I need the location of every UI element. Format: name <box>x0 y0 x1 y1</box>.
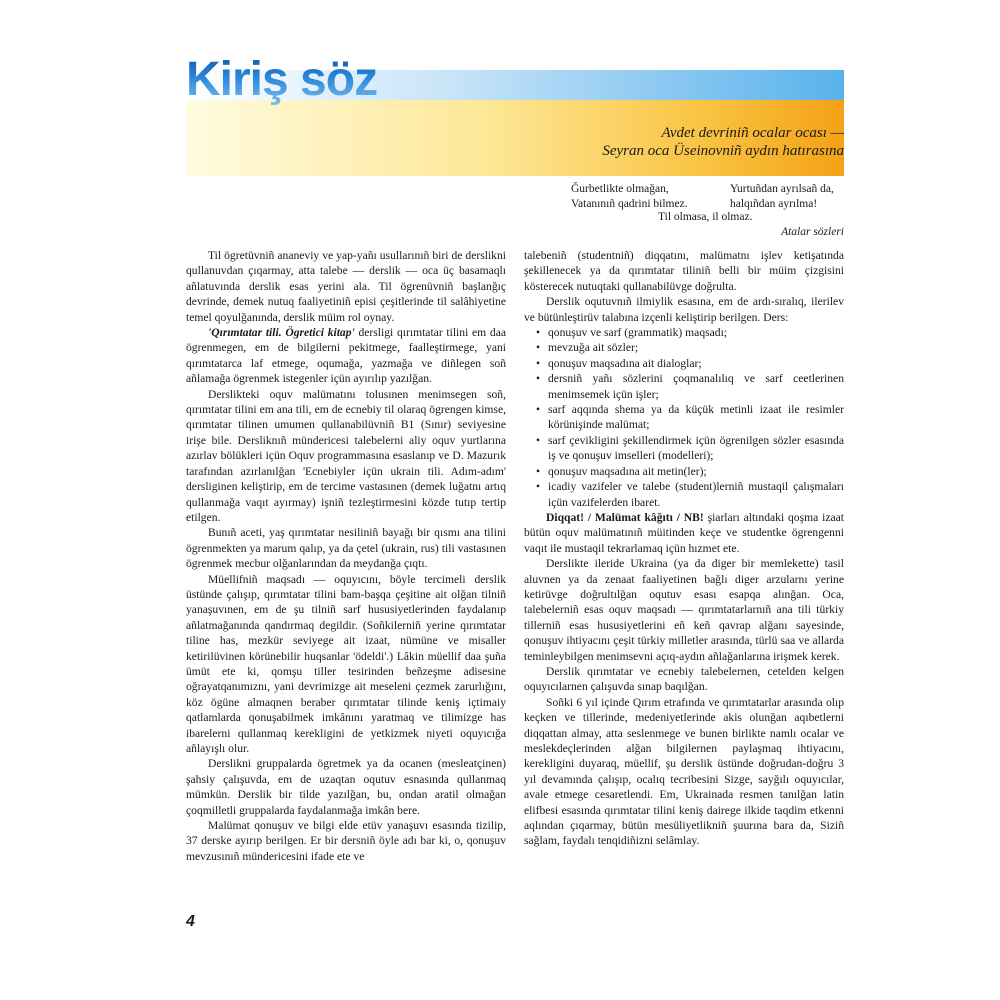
paragraph: Malümat qonuşuv ve bilgi elde etüv yanaşuvı esasında tizilip, 37 derske ayırıp berilgen. Er bir dersniñ öyle adı bar ki, o, qonuşuv mevzusınıñ mündericesini ifade ete ve <box>186 819 506 863</box>
list-item: • qonuşuv maqsadına ait metin(ler); <box>536 464 844 479</box>
list-item: • dersniñ yañı sözlerini çoqmanalılıq ve sarf ceetlerinen menimsemek içün işler; <box>536 371 844 402</box>
proverb-right <box>730 182 834 212</box>
paragraph: Derslikni gruppalarda ögretmek ya da ocanen (mesleatçinen) şahsiy çalışuvda, em de uzaqtan oqutuv esnasında qullanmaq mümkün. Derslik bir tilde yazılğan, bu, ondan aratil olmağan çoqmilletli gruppalarda faydalanmağa imkân bere. <box>186 757 506 817</box>
dedication <box>602 124 844 160</box>
note-labels: Diqqat! / Malümat kâğıtı / NB! <box>546 510 704 524</box>
proverb-source: Atalar sözleri <box>781 226 844 238</box>
proverb-line: Ğurbetlikte olmağan, <box>571 183 669 195</box>
paragraph: Til ögretüvniñ ananeviy ve yap-yañı usullarınıñ biri de derslikni qullanuvdan çıqarmay, atta talebe — derslik — oca üç basamaqlı añlatuvında derslik esas yerini ala. Til ögrenüvniñ başlanğıç devrinde, demek nutuq faaliyetiniñ episi çeşitlerinde til salâhiyetine temel qoyulğanında, derslik müim rol oynay. <box>186 249 506 324</box>
proverb-left <box>571 182 688 212</box>
list-item: • qonuşuv ve sarf (grammatik) maqsadı; <box>536 325 844 340</box>
paragraph: Derslik qırımtatar ve ecnebiy talebelernen, cetelden kelgen oquyıcılarnen çalışuvda sınap baqılğan. <box>524 664 844 694</box>
paragraph <box>186 325 506 387</box>
left-column <box>186 248 506 864</box>
paragraph-text: dersligi qırımtatar tilini em daa ögrenmegen, em de bilgilerni pekitmege, faalleştirmege, yani qırımtatarca laf etmege, oqumağa, yazmağa ve diñlegen soñ añlamağa ögrenmek istegenler içün ayırılıp yazılğan. <box>186 326 506 386</box>
lesson-structure-list <box>524 325 844 510</box>
paragraph-text: şiarları altındaki qoşma izaat bütün oquv malümatınıñ müitinden keçe ve studentke ögrengenni vaqıt ile mustaqil tekrarlamaq içün hızmet ete. <box>524 510 845 555</box>
paragraph: Derslikteki oquv malümatını tolusınen menimsegen soñ, qırımtatar tilini em ana tili, em de ecnebiy til olaraq ögrengen kimse, qırımtatar tilinen umumen qullanabilüvniñ B1 (Sınır) seviyesine irişe bile. Dersliknıñ mündericesi talebelerni aliy oquv yurtlarına azırlav bölükleri içün Oquv programmasına esaslanıp ve D. Mazurık tarafından azırlanılğan 'Ecnebiyler içün ukrain tili. Adım-adım' dersliginen keliştirip, em de tercime vastasınen (demek luğatnı artıq qullanmağa vaqıt ayırmay) işniñ tezleştirmesini közde tutıp tertip etilgen. <box>186 387 506 524</box>
proverb-line: Yurtuñdan ayrılsañ da, <box>730 183 834 195</box>
dedication-line: Seyran oca Üseinovniñ aydın hatırasına <box>602 143 844 159</box>
paragraph: Bunıñ aceti, yaş qırımtatar nesiliniñ bayağı bir qısmı ana tilini ögrenmekten ya marum qalıp, ya da çetel (ukrain, rus) tili vastasınen ögrenmek mecbur olğanlarından da meydanğa çıqtı. <box>186 526 506 571</box>
dedication-line: Avdet devriniñ ocalar ocası — <box>661 125 844 141</box>
paragraph: Derslikte ileride Ukraina (ya da diger bir memlekette) tasil aluvnen ya da zenaat faaliyetinen bağlı diger arzularnı yerine ketirüvge doğrultılğan oqutuv esası esapqa alınğan. Oca, talebelerniñ esas oquv maqsadı — qırımtatarlarnıñ ana tili türkiy tillerniñ esas hususiyetlerini eñ keñ qavrap alğanı sayesinde, qonuşuv ihtiyacını çeşit türkiy milletler arasında, türlü saa ve allarda teminleybilgen menimsevni açıq-aydın añlağanlarına irişmek kerek. <box>524 557 844 663</box>
paragraph: Müellifniñ maqsadı — oquyıcını, böyle tercimeli derslik üstünde çalışıp, qırımtatar tilini bam-başqa çeşitine ait olğan tilniñ yanaşuvınen, em de şu tilniñ sarf hususiyetlerinden faydalanıp añlatmağanında qandırmaq degildir. (Soñkilerniñ yerine qırımtatar tiline has, mezkür seviyege ait izaat, nümüne ve misaller ketirilüvinen körünebilir huqsanlar 'ödeldi'.) Lâkin müellif daa şuña ümüt ete ki, qomşu tiller tesirinden beñzeşme adisesine oğrayatqanımıznı, yani devrimizge ait meseleni çezmek zarurlığını, köz ögüne almaqnen beraber qırımtatar tilinde keniş içtimaiy qatlamlarda qonuşabilmek imkânını yaratmaq ve tilimizge has ibarelerni qullanmaq kerekligini de yetkizmek niyeti oquyıcığa añlayışlı olur. <box>186 572 506 755</box>
proverb-center: Til olmasa, il olmaz. <box>658 211 753 223</box>
paragraph <box>524 510 844 556</box>
list-item: • qonuşuv maqsadına ait dialoglar; <box>536 356 844 371</box>
paragraph: talebeniñ (studentniñ) diqqatını, malümatnı işlev ketişatında şekillenecek ya da qırımtatar tiliniñ belli bir müim çizgisini kösterecek nutuqtaki qullanabilüvge doğrulta. <box>524 249 844 293</box>
book-title: 'Qırımtatar tili. Ögretici kitap' <box>208 326 355 340</box>
paragraph: Derslik oqutuvnıñ ilmiylik esasına, em de ardı-sıralıq, ilerilev ve bütünleştirüv talabına izçenli keliştirip berilgen. Ders: <box>524 295 844 324</box>
list-item: • sarf çevikligini şekillendirmek içün ögrenilgen sözler esasında iş ve qonuşuv imselleri (modelleri); <box>536 433 844 464</box>
right-column <box>524 248 844 849</box>
page-title: Kiriş söz <box>186 50 377 110</box>
list-item: • mevzuğa ait sözler; <box>536 340 844 355</box>
proverb-line: Vatanınıñ qadrini bilmez. <box>571 198 688 210</box>
proverb-line: halqıñdan ayrılma! <box>730 198 818 210</box>
list-item: • icadiy vazifeler ve talebe (student)lerniñ mustaqil çalışmaları içün vazifelerden ibaret. <box>536 479 844 510</box>
list-item: • sarf aqqında shema ya da küçük metinli izaat ile resimler körünişinde malümat; <box>536 402 844 433</box>
page-number: 4 <box>186 913 195 930</box>
paragraph: Soñki 6 yıl içinde Qırım etrafında ve qırımtatarlar arasında olıp keçken ve tillerinde, medeniyetlerinde akis olunğan aqıbetlerni diqqattan almay, atta seslenmege ve bunen birlikte namlı ocalar ve meslekdeçlerinden alğan bilgilernen paylaşmaq ihtiyacını, kerekligini duyaraq, müellif, şu derslik üstünde doğrudan-doğru 3 yıl devamında çalışıp, ocalıq tecribesini Sizge, sayğılı oquyıcılar, avale etmege cesaretlendi. Em, Ukrainada resmen tanılğan latin elifbesi esasında qırımtatar tilini keniş dairege ilkide taqdim etkenni aqlından çıqarmay, bütün mesüliyetlikniñ şuurına bara da, Siziñ sağlam, faydalı tenqidiñizni selâmlay. <box>524 695 844 848</box>
